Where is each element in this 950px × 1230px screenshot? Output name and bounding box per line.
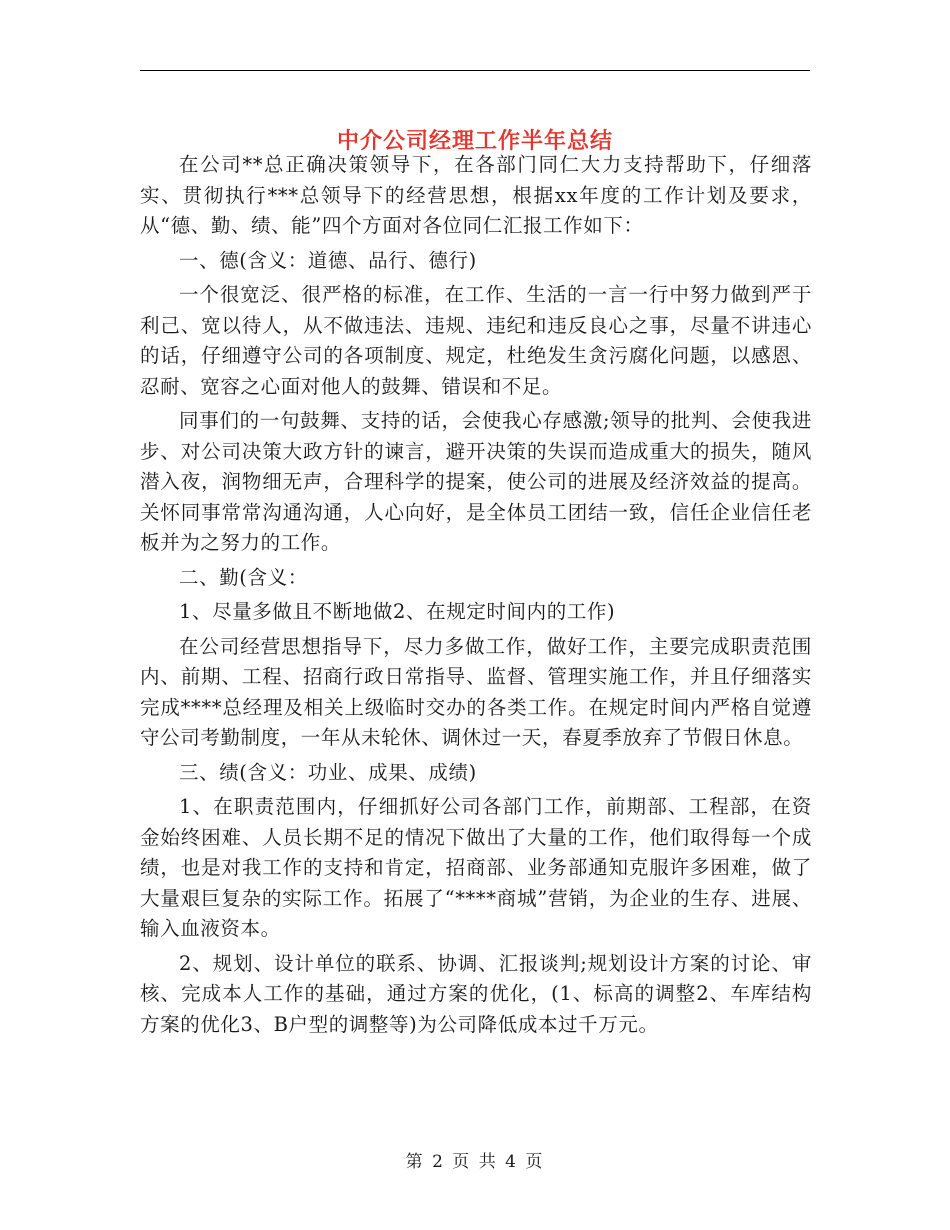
document-body [140,150,812,1040]
header-rule [140,70,810,71]
list-item: 1、在职责范围内，仔细抓好公司各部门工作，前期部、工程部，在资金始终困难、人员长期不足的情况下做出了大量的工作，他们取得每一个成绩，也是对我工作的支持和肯定，招商部、业务部通知克服许多困难，做了大量艰巨复杂的实际工作。拓展了“****商城”营销，为企业的生存、进展、输入血液资本。 [140,795,812,940]
section-heading-ji: 三、绩(含义：功业、成果、成绩) [179,760,477,784]
list-item: 1、尽量多做且不断地做2、在规定时间内的工作) [179,600,616,623]
document-title: 中介公司经理工作半年总结 [336,127,613,154]
body-paragraph: 一个很宽泛、很严格的标准，在工作、生活的一言一行中努力做到严于利己、宽以待人，从不做违法、违规、违纪和违反良心之事，尽量不讲违心的话，仔细遵守公司的各项制度、规定，杜绝发生贪污腐化问题，以感恩、忍耐、宽容之心面对他人的鼓舞、错误和不足。 [140,283,812,398]
section-heading-de: 一、德(含义：道德、品行、德行) [179,248,477,272]
intro-paragraph: 在公司**总正确决策领导下，在各部门同仁大力支持帮助下，仔细落实、贯彻执行***总领导下的经营思想，根据xx年度的工作计划及要求，从“德、勤、绩、能”四个方面对各位同仁汇报工作如下： [140,153,812,237]
body-paragraph: 同事们的一句鼓舞、支持的话，会使我心存感激;领导的批判、会使我进步、对公司决策大政方针的谏言，避开决策的失误而造成重大的损失，随风潜入夜，润物细无声，合理科学的提案，使公司的进展及经济效益的提高。关怀同事常常沟通沟通，人心向好，是全体员工团结一致，信任企业信任老板并为之努力的工作。 [140,409,812,554]
section-heading-qin: 二、勤(含义： [179,565,308,589]
page-number: 第 2 页 共 4 页 [405,1152,545,1172]
list-item: 2、规划、设计单位的联系、协调、汇报谈判;规划设计方案的讨论、审核、完成本人工作的基础，通过方案的优化，(1、标高的调整2、车库结构方案的优化3、B户型的调整等)为公司降低成本过千万元。 [140,951,812,1036]
body-paragraph: 在公司经营思想指导下，尽力多做工作，做好工作，主要完成职责范围内、前期、工程、招商行政日常指导、监督、管理实施工作，并且仔细落实完成****总经理及相关上级临时交办的各类工作。在规定时间内严格自觉遵守公司考勤制度，一年从未轮休、调休过一天，春夏季放弃了节假日休息。 [140,634,812,749]
